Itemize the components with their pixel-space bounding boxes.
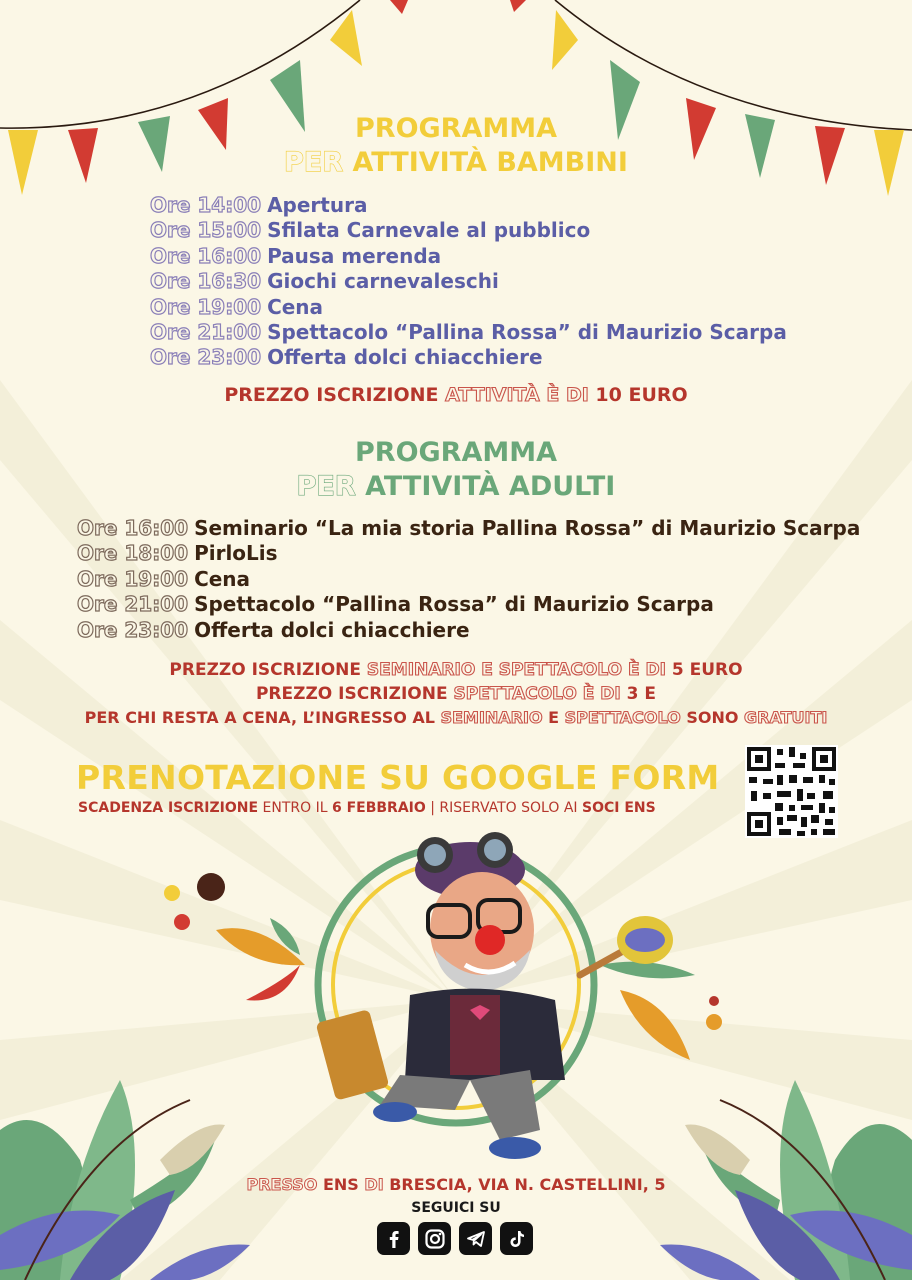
schedule-row (77, 516, 860, 541)
schedule-time: Ore 16:00 (150, 243, 262, 268)
tiktok-icon[interactable] (500, 1222, 533, 1255)
booking-deadline (78, 800, 656, 816)
schedule-activity: Giochi carnevaleschi (267, 269, 499, 294)
instagram-icon[interactable] (418, 1222, 451, 1255)
price-label: PREZZO ISCRIZIONE (255, 684, 448, 704)
adults-price-line3 (0, 707, 912, 729)
deadline-date: 6 FEBBRAIO (331, 800, 426, 816)
qr-code[interactable] (745, 745, 838, 838)
adults-title-rest: ATTIVITÀ ADULTI (365, 471, 616, 502)
price-note: E (548, 708, 560, 727)
deadline-label: SCADENZA ISCRIZIONE (78, 800, 259, 816)
schedule-row (150, 320, 787, 345)
schedule-row (150, 193, 787, 218)
schedule-time: Ore 19:00 (150, 294, 262, 319)
kids-price-part3: 10 EURO (595, 384, 688, 406)
footer-ens: ENS (322, 1175, 359, 1194)
kids-title-rest: ATTIVITÀ BAMBINI (352, 147, 628, 178)
price-item: SPETTACOLO È DI (453, 684, 621, 704)
kids-price-part2: ATTIVITÀ È DI (445, 384, 589, 406)
deadline-members: SOCI ENS (581, 800, 656, 816)
schedule-row (150, 218, 787, 243)
schedule-time: Ore 23:00 (150, 345, 262, 370)
schedule-time: Ore 15:00 (150, 218, 262, 243)
kids-title-line1: PROGRAMMA (354, 113, 557, 144)
price-item: SEMINARIO (440, 708, 543, 727)
adults-schedule (77, 516, 860, 643)
telegram-icon[interactable] (459, 1222, 492, 1255)
schedule-activity: Pausa merenda (267, 243, 442, 268)
schedule-activity: Offerta dolci chiacchiere (267, 345, 543, 370)
schedule-activity: Spettacolo “Pallina Rossa” di Maurizio Scarpa (267, 320, 787, 345)
schedule-activity: Seminario “La mia storia Pallina Rossa” di Maurizio Scarpa (194, 516, 861, 540)
price-amount: 5 EURO (671, 660, 743, 680)
adults-title-line2 (0, 471, 912, 503)
footer-di: DI (364, 1175, 384, 1194)
schedule-time: Ore 16:30 (150, 269, 262, 294)
price-note: SONO (686, 708, 739, 727)
kids-schedule (150, 193, 787, 371)
schedule-row (150, 269, 787, 294)
schedule-activity: Spettacolo “Pallina Rossa” di Maurizio Scarpa (194, 592, 714, 617)
schedule-row (77, 618, 860, 643)
schedule-row (77, 541, 860, 566)
booking-title: PRENOTAZIONE SU GOOGLE FORM (76, 758, 720, 797)
adults-price-line1 (0, 659, 912, 681)
deadline-text: ENTRO IL (262, 800, 328, 816)
schedule-activity: Sfilata Carnevale al pubblico (267, 218, 591, 243)
schedule-time: Ore 21:00 (77, 592, 189, 617)
kids-title-per: PER (284, 147, 344, 178)
schedule-time: Ore 16:00 (77, 516, 189, 540)
facebook-icon[interactable] (377, 1222, 410, 1255)
schedule-time: Ore 19:00 (77, 566, 189, 591)
schedule-activity: Cena (267, 294, 324, 319)
price-item: SEMINARIO E SPETTACOLO È DI (366, 660, 666, 680)
schedule-row (77, 592, 860, 617)
adults-title-line1: PROGRAMMA (354, 437, 557, 468)
schedule-activity: Offerta dolci chiacchiere (194, 617, 470, 642)
kids-title-line2 (0, 147, 912, 179)
follow-us-label: SEGUICI SU (411, 1200, 501, 1216)
footer-address-text: BRESCIA, VIA N. CASTELLINI, 5 (389, 1175, 666, 1194)
price-label: PREZZO ISCRIZIONE (169, 660, 361, 680)
adults-price-line2 (0, 683, 912, 705)
price-item: SPETTACOLO (564, 708, 681, 727)
kids-price-part1: PREZZO ISCRIZIONE (224, 384, 439, 406)
schedule-row (77, 567, 860, 592)
price-note: PER CHI RESTA A CENA, L’INGRESSO AL (84, 708, 435, 727)
deadline-reserved: | RISERVATO SOLO AI (430, 800, 578, 816)
schedule-time: Ore 21:00 (150, 320, 262, 345)
adults-title-per: PER (296, 471, 356, 502)
price-item: GRATUITI (744, 708, 828, 727)
footer-presso: PRESSO (246, 1175, 318, 1194)
schedule-time: Ore 14:00 (150, 193, 262, 217)
price-amount: 3 E (626, 684, 657, 704)
schedule-activity: Apertura (267, 193, 368, 217)
kids-price (0, 384, 912, 407)
schedule-time: Ore 23:00 (77, 617, 189, 642)
schedule-activity: PirloLis (194, 541, 278, 566)
schedule-row (150, 244, 787, 269)
schedule-row (150, 345, 787, 370)
footer-address (0, 1175, 912, 1194)
schedule-activity: Cena (194, 566, 251, 591)
schedule-row (150, 295, 787, 320)
schedule-time: Ore 18:00 (77, 541, 189, 566)
